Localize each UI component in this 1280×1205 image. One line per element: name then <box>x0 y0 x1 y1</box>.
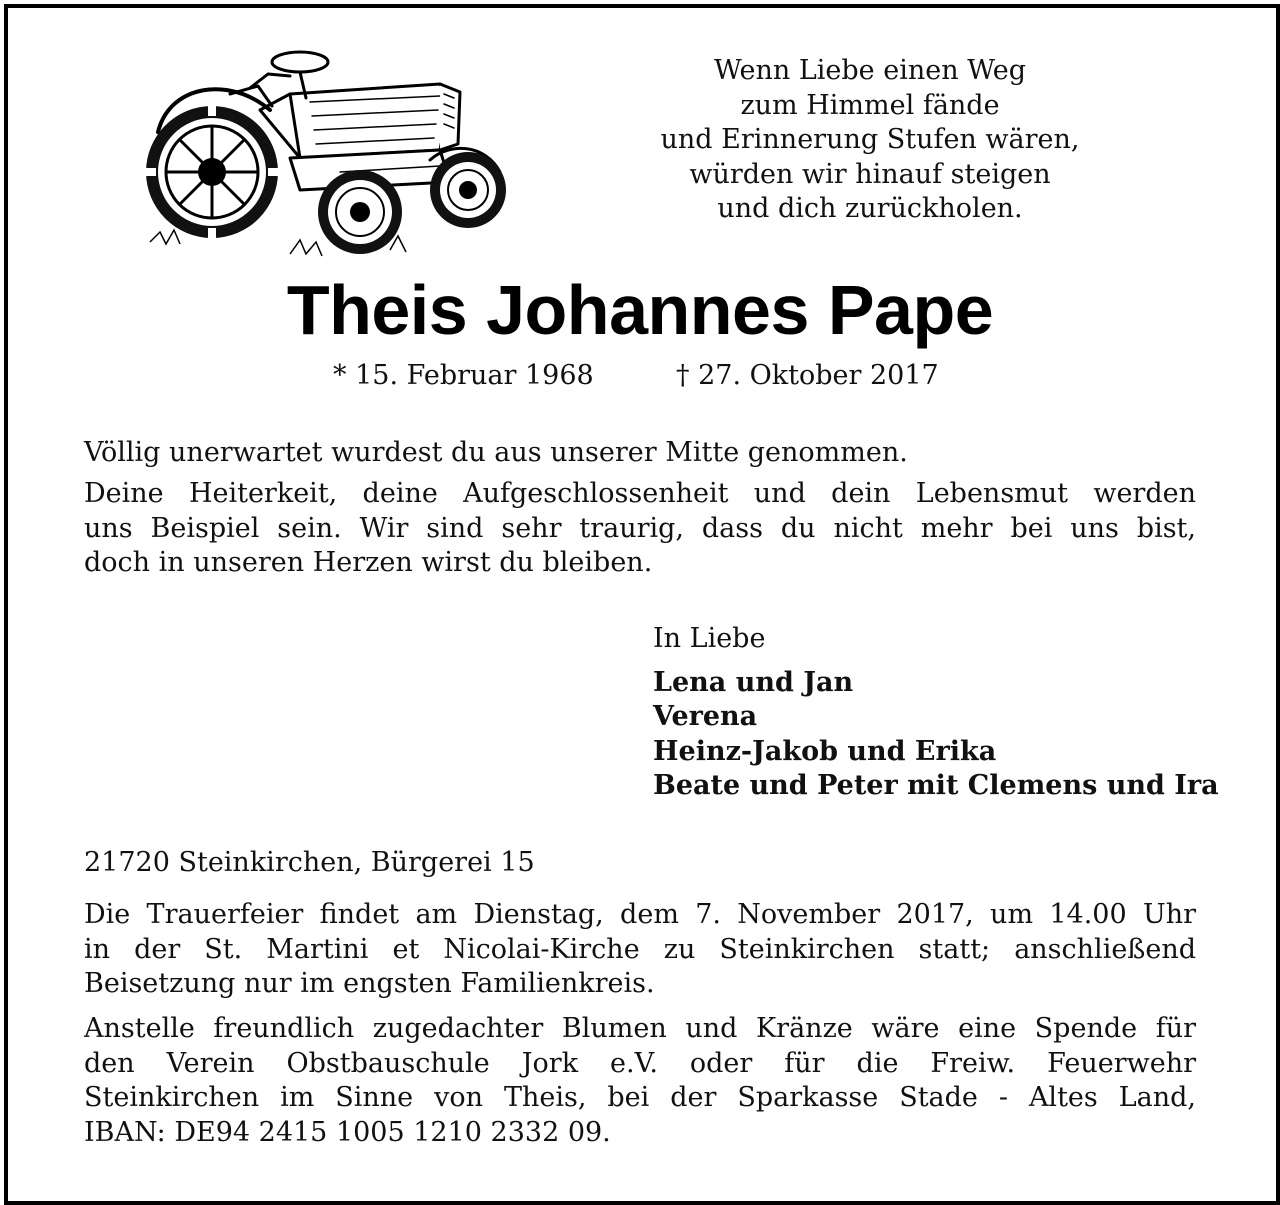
poem-line: zum Himmel fände <box>740 89 1000 121</box>
message-line: Deine Heiterkeit, deine Aufgeschlossenheit und dein Lebensmut werden <box>84 478 1196 509</box>
funeral-line: in der St. Martini et Nicolai-Kirche zu Steinkirchen statt; anschließend <box>84 933 1196 965</box>
message-line: doch in unseren Herzen wirst du bleiben. <box>84 547 653 578</box>
address <box>84 846 1196 881</box>
poem <box>600 54 1140 227</box>
signature-intro: In Liebe <box>653 623 766 654</box>
signature-name: Beate und Peter mit Clemens und Ira <box>653 770 1219 801</box>
donation-line: Anstelle freundlich zugedachter Blumen und Kränze wäre eine Spende für <box>84 1013 1196 1044</box>
message-line: Völlig unerwartet wurdest du aus unserer Mitte genommen. <box>84 437 908 468</box>
poem-line: und dich zurückholen. <box>717 193 1023 224</box>
poem-line: Wenn Liebe einen Weg <box>713 55 1027 86</box>
funeral-line: Die Trauerfeier findet am Dienstag, dem 7. November 2017, um 14.00 Uhr <box>84 899 1196 930</box>
signature-name: Verena <box>653 701 758 732</box>
donation-paragraph <box>84 1012 1196 1150</box>
address-line: 21720 Steinkirchen, Bürgerei 15 <box>84 847 535 878</box>
message-paragraph <box>84 436 1196 471</box>
poem-line: würden wir hinauf steigen <box>689 158 1051 190</box>
signature-name: Heinz-Jakob und Erika <box>653 736 997 767</box>
poem-line: und Erinnerung Stufen wären, <box>660 124 1080 155</box>
death-date: † 27. Oktober 2017 <box>676 360 939 391</box>
donation-line: Steinkirchen im Sinne von Theis, bei der Sparkasse Stade - Altes Land, <box>84 1082 1196 1113</box>
donation-line: IBAN: DE94 2415 1005 1210 2332 09. <box>84 1116 611 1148</box>
message-line: uns Beispiel sein. Wir sind sehr traurig, dass du nicht mehr bei uns bist, <box>84 512 1196 544</box>
signature-name: Lena und Jan <box>653 667 854 698</box>
funeral-line: Beisetzung nur im engsten Familienkreis. <box>84 968 655 999</box>
deceased-name: Theis Johannes Pape <box>286 271 994 349</box>
funeral-paragraph <box>84 898 1196 1002</box>
donation-line: den Verein Obstbauschule Jork e.V. oder für die Freiw. Feuerwehr <box>84 1047 1196 1079</box>
message-paragraph <box>84 477 1196 581</box>
birth-date: * 15. Februar 1968 <box>333 360 594 391</box>
tractor-illustration <box>140 32 520 262</box>
